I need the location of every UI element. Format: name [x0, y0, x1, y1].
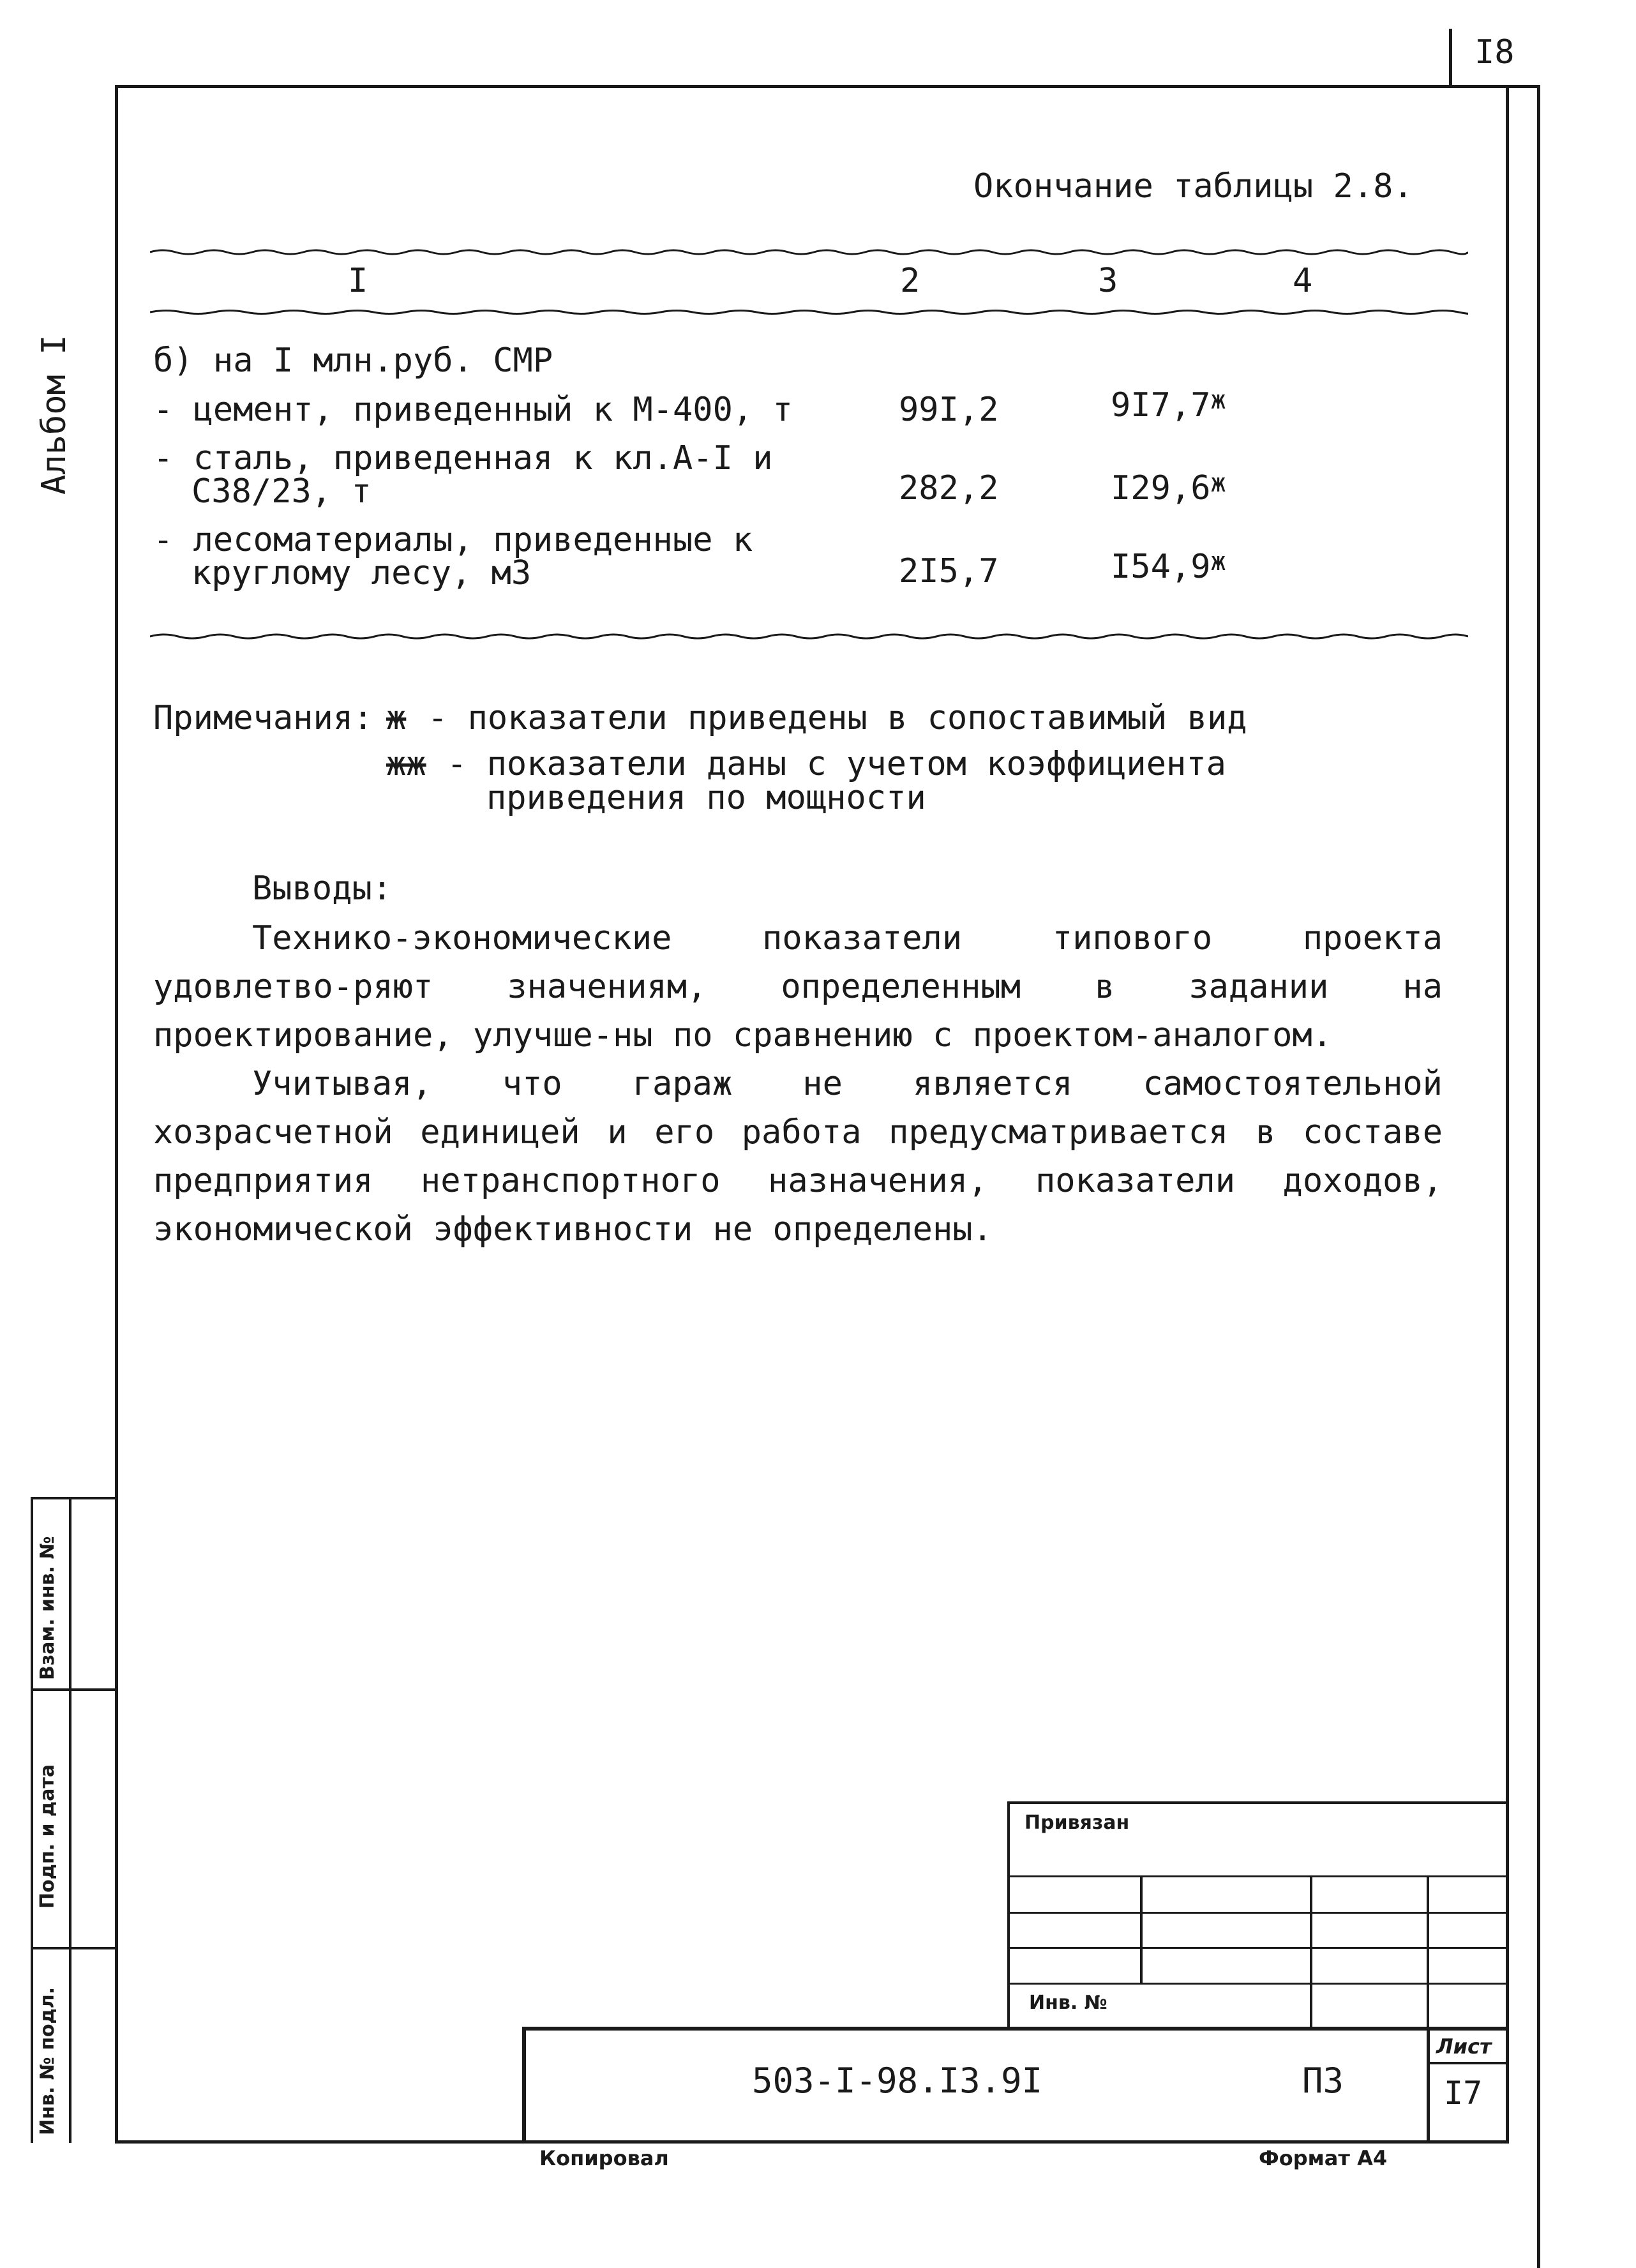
stamp-field-orig-inv: Инв. № подл. — [36, 1986, 59, 2135]
asterisk-mark: ж — [1210, 469, 1226, 498]
frame-bottom — [115, 2140, 1509, 2144]
note-2-text-cont: приведения по мощности — [486, 779, 926, 817]
table-rule-top — [150, 248, 1468, 257]
note-2-mark: жж — [386, 745, 426, 783]
stamp-inner-left — [69, 1497, 71, 2143]
table-header-col1: I — [348, 262, 368, 300]
table-row-2-label-cont: С38/23, т — [191, 472, 371, 511]
tb-bind-row-1 — [1009, 1875, 1509, 1877]
sheet-number-top: I8 — [1475, 33, 1515, 71]
doc-type: ПЗ — [1302, 2061, 1344, 2101]
album-label: Альбом I — [35, 334, 73, 495]
stamp-div-2 — [31, 1947, 117, 1949]
table-header-col2: 2 — [900, 262, 920, 300]
table-row-3-col3: $I54,9^ж$ — [1111, 547, 1226, 586]
note-1-text: - показатели приведены в сопоставимый вид — [428, 699, 1247, 737]
tb-sheet-div — [1427, 2062, 1508, 2064]
asterisk-mark: ж — [1210, 386, 1226, 415]
tb-bind-col-2 — [1310, 1875, 1312, 2029]
inv-label: Инв. № — [1029, 1992, 1107, 2014]
format-label: Формат А4 — [1259, 2146, 1388, 2170]
table-row-2-col3: $I29,6^ж$ — [1111, 469, 1226, 507]
stamp-outer-left — [31, 1497, 33, 2143]
sheet-box-left — [1449, 29, 1452, 87]
frame-outer-right — [1537, 85, 1540, 2268]
stamp-field-replaced-inv: Взам. инв. № — [36, 1536, 59, 1680]
tb-sheet-left — [1427, 2027, 1430, 2142]
table-row-1-col2: 99I,2 — [899, 391, 999, 429]
frame-left — [115, 85, 118, 2144]
table-header-col4: 4 — [1293, 262, 1313, 300]
stamp-field-sign-date: Подп. и дата — [36, 1764, 59, 1909]
copied-label: Копировал — [539, 2146, 669, 2170]
tb-bind-row-2 — [1009, 1912, 1509, 1914]
frame-right — [1506, 85, 1509, 2144]
table-row-2-label: - сталь, приведенная к кл.А-I и — [153, 439, 773, 477]
tb-bind-row-4 — [1009, 1983, 1509, 1985]
table-rule-bottom — [150, 632, 1468, 641]
table-caption: Окончание таблицы 2.8. — [973, 167, 1413, 206]
sheet-label: Лист — [1436, 2034, 1492, 2059]
conclusions-text — [153, 914, 1443, 1254]
table-row-3-label: - лесоматериалы, приведенные к — [153, 521, 753, 559]
tb-bind-col-3 — [1427, 1875, 1429, 2029]
note-2-text: - показатели даны с учетом коэффициента — [447, 745, 1226, 783]
conclusion-paragraph-1: Технико-экономические показатели типового проекта удовлетво-ряют значениям, определенным в задании на проектирование, улучше-ны по сравнению с проектом-аналогом. — [153, 919, 1443, 1055]
conclusion-paragraph-2: Учитывая, что гараж не является самостоятельной хозрасчетной единицей и его работа предусматривается в составе предприятия нетранспортного назначения, показатели доходов, экономической эффективности не определены. — [153, 1065, 1443, 1249]
tb-bind-left — [1007, 1801, 1010, 2028]
table-row-1-label: - цемент, приведенный к М-400, т — [153, 391, 793, 429]
bound-label: Привязан — [1024, 1812, 1130, 1834]
table-rule-header — [150, 308, 1468, 317]
stamp-top — [31, 1497, 117, 1499]
stamp-div-1 — [31, 1688, 117, 1691]
table-row-2-col2: 282,2 — [899, 469, 999, 507]
frame-top — [115, 85, 1540, 88]
tb-main-top — [523, 2027, 1509, 2031]
tb-bind-row-3 — [1009, 1947, 1509, 1949]
table-row-3-label-cont: круглому лесу, м3 — [191, 554, 532, 592]
note-1-mark: ж — [386, 699, 407, 737]
table-header-col3: 3 — [1098, 262, 1118, 300]
table-row-3-col2: 2I5,7 — [899, 552, 999, 590]
sheet-value: I7 — [1444, 2075, 1483, 2112]
table-section-title: б) на I млн.руб. СМР — [153, 342, 553, 380]
asterisk-mark: ж — [1210, 547, 1226, 576]
document-code: 503-I-98.I3.9I — [752, 2061, 1043, 2101]
conclusions-title: Выводы: — [252, 869, 393, 908]
table-row-1-col3: $9I7,7^ж$ — [1111, 386, 1226, 424]
notes-title: Примечания: — [153, 699, 373, 737]
tb-main-left — [522, 2027, 526, 2142]
tb-bind-col-1 — [1140, 1875, 1143, 1984]
tb-bind-top — [1009, 1801, 1509, 1804]
